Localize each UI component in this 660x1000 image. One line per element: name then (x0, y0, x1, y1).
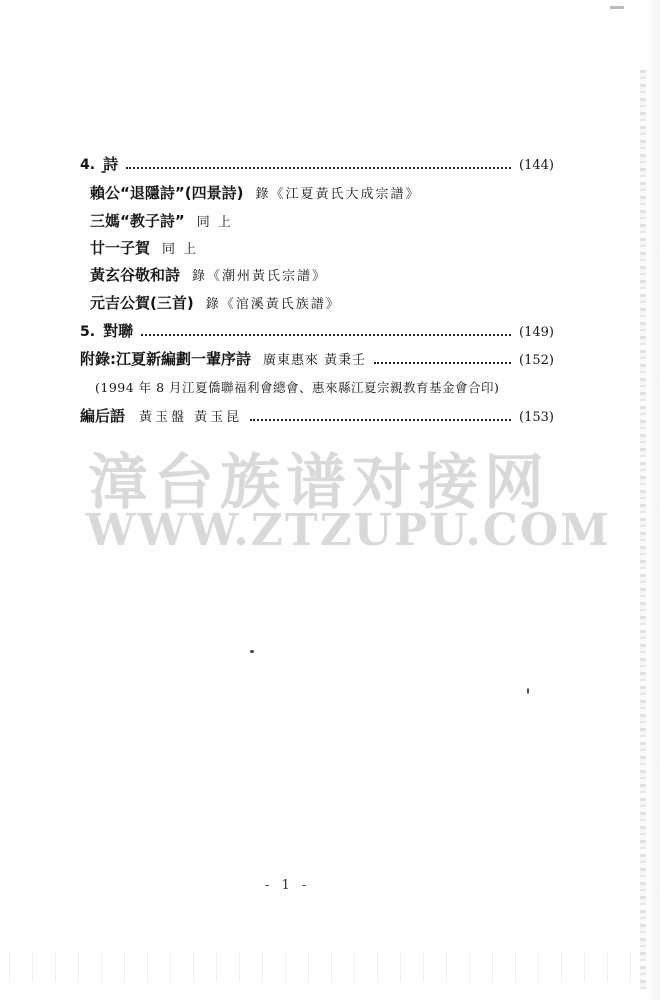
page-number: (149) (519, 325, 554, 340)
dot-leader (250, 419, 511, 421)
subentry-source: 同 上 (162, 242, 199, 257)
entry-heading: 附錄:江夏新編劃一輩序詩 (80, 350, 251, 368)
entry-authors: 黃玉盤 黃玉昆 (139, 410, 243, 425)
appendix-note: (1994 年 8 月江夏僑聯福利會總會、惠來縣江夏宗親教育基金會合印) (95, 380, 500, 395)
watermark-chinese: 漳台族谱对接网 (88, 448, 550, 518)
toc-subentry[interactable] (90, 210, 233, 231)
entry-number: 5. (80, 324, 96, 340)
subentry-title: 廿一子賀 (90, 239, 151, 257)
page-number: (153) (519, 410, 554, 425)
dot-leader (374, 362, 511, 364)
entry-heading: 對聯 (103, 322, 134, 340)
page-folio: - 1 - (265, 878, 311, 893)
toc-entry-afterword[interactable] (80, 405, 554, 426)
subentry-source: 同 上 (196, 215, 233, 230)
subentry-title: 元吉公賀(三首) (90, 294, 194, 312)
entry-number: 4. (80, 157, 96, 173)
toc-entry-poems[interactable] (80, 153, 554, 174)
subentry-source: 錄《潮州黃氏宗譜》 (192, 269, 328, 284)
subentry-source: 錄《涫溪黃氏族譜》 (205, 297, 341, 312)
page-number: (144) (519, 158, 554, 173)
toc-subentry[interactable] (90, 292, 341, 313)
page-number: (152) (519, 353, 554, 368)
toc-subentry[interactable] (90, 264, 327, 285)
dot-leader (126, 167, 511, 169)
entry-heading: 編后語 (80, 407, 126, 425)
watermark-url: WWW.ZTZUPU.COM (86, 505, 611, 556)
dot-leader (141, 334, 511, 336)
entry-heading: 詩 (103, 155, 119, 173)
entry-source: 廣東惠來 黃秉壬 (263, 353, 367, 368)
toc-entry-couplets[interactable] (80, 320, 554, 341)
subentry-title: 賴公“退隱詩”(四景詩) (90, 184, 244, 202)
subentry-title: 三媽“教子詩” (90, 212, 185, 230)
toc-subentry[interactable] (90, 237, 198, 258)
toc-subentry[interactable] (90, 182, 420, 203)
subentry-title: 黃玄谷敬和詩 (90, 266, 181, 284)
subentry-source: 錄《江夏黃氏大成宗譜》 (255, 187, 421, 202)
toc-entry-appendix[interactable] (80, 348, 554, 369)
